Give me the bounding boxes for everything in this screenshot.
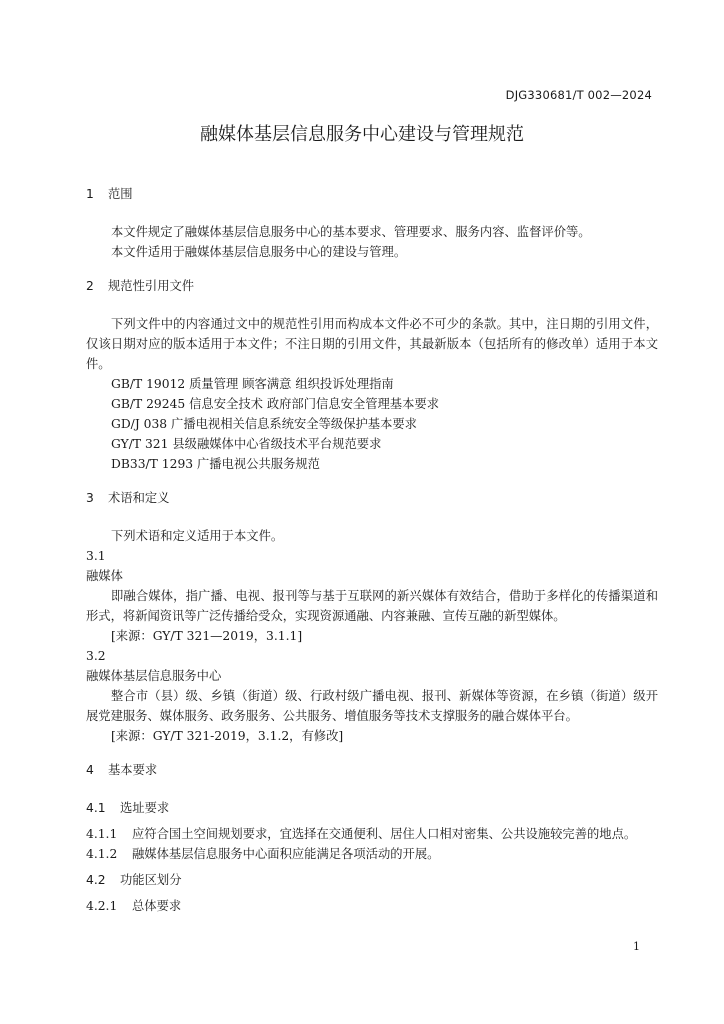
- reference-item: GB/T 19012 质量管理 顾客满意 组织投诉处理指南: [111, 377, 394, 391]
- section-title: 范围: [108, 187, 133, 201]
- clause-number: 4.1.2: [86, 847, 118, 861]
- term-source: [来源：GY/T 321-2019，3.1.2，有修改]: [111, 729, 344, 743]
- reference-item: GY/T 321 县级融媒体中心省级技术平台规范要求: [111, 437, 382, 451]
- clause-title: 总体要求: [132, 899, 182, 913]
- term-source: [来源：GY/T 321—2019，3.1.1]: [111, 629, 303, 643]
- clause: [86, 844, 658, 864]
- clause-number: 4.2.1: [86, 899, 118, 913]
- section-heading-basic-requirements: [86, 760, 658, 780]
- clause-text: 融媒体基层信息服务中心面积应能满足各项活动的开展。: [132, 847, 440, 861]
- clause-heading-general: [86, 896, 658, 916]
- section-title: 规范性引用文件: [108, 279, 195, 293]
- paragraph: 下列术语和定义适用于本文件。: [111, 529, 284, 543]
- clause-text: 应符合国土空间规划要求，宜选择在交通便利、居住人口相对密集、公共设施较完善的地点。: [132, 827, 637, 841]
- clause-number: 4.1.1: [86, 827, 118, 841]
- page-number: 1: [633, 940, 640, 953]
- subsection-heading-site-selection: [86, 798, 658, 818]
- term-name: 融媒体: [86, 569, 123, 583]
- document-title: 融媒体基层信息服务中心建设与管理规范: [200, 124, 524, 145]
- clause: [86, 824, 658, 844]
- section-number: 1: [86, 187, 94, 201]
- paragraph: 本文件适用于融媒体基层信息服务中心的建设与管理。: [111, 245, 407, 259]
- subsection-number: 4.1: [86, 801, 106, 815]
- subsection-heading-functional-zones: [86, 870, 658, 890]
- term-name: 融媒体基层信息服务中心: [86, 669, 222, 683]
- reference-item: DB33/T 1293 广播电视公共服务规范: [111, 457, 320, 471]
- section-title: 基本要求: [108, 763, 158, 777]
- section-number: 2: [86, 279, 94, 293]
- term-definition: 整合市（县）级、乡镇（街道）级、行政村级广播电视、报刊、新媒体等资源，在乡镇（街道）级开展党建服务、媒体服务、政务服务、公共服务、增值服务等技术支撑服务的融合媒体平台。: [86, 689, 658, 723]
- subsection-title: 选址要求: [120, 801, 170, 815]
- subsection-number: 4.2: [86, 873, 106, 887]
- section-heading-terms: [86, 488, 658, 508]
- term-definition: 即融合媒体，指广播、电视、报刊等与基于互联网的新兴媒体有效结合，借助于多样化的传播渠道和形式，将新闻资讯等广泛传播给受众，实现资源通融、内容兼融、宣传互融的新型媒体。: [86, 589, 658, 623]
- section-number: 3: [86, 491, 94, 505]
- term-number: 3.2: [86, 649, 106, 663]
- reference-item: GD/J 038 广播电视相关信息系统安全等级保护基本要求: [111, 417, 417, 431]
- document-body: [86, 184, 658, 916]
- section-title: 术语和定义: [108, 491, 170, 505]
- subsection-title: 功能区划分: [120, 873, 182, 887]
- section-number: 4: [86, 763, 94, 777]
- term-number: 3.1: [86, 549, 106, 563]
- paragraph: 本文件规定了融媒体基层信息服务中心的基本要求、管理要求、服务内容、监督评价等。: [111, 225, 591, 239]
- section-heading-normative-references: [86, 276, 658, 296]
- section-heading-scope: [86, 184, 658, 204]
- paragraph: 下列文件中的内容通过文中的规范性引用而构成本文件必不可少的条款。其中，注日期的引用文件，仅该日期对应的版本适用于本文件；不注日期的引用文件，其最新版本（包括所有的修改单）适用于本文件。: [86, 317, 658, 371]
- reference-item: GB/T 29245 信息安全技术 政府部门信息安全管理基本要求: [111, 397, 439, 411]
- standard-code: DJG330681/T 002—2024: [505, 88, 652, 102]
